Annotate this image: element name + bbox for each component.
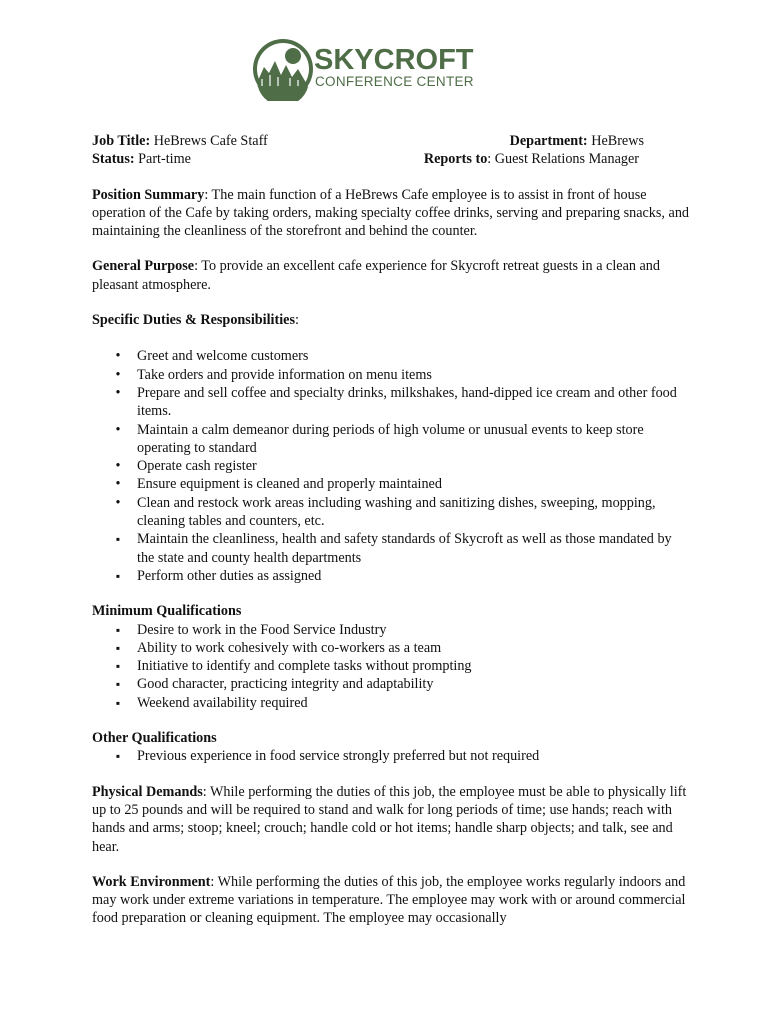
bullet-icon xyxy=(112,475,124,493)
list-item-text: Maintain a calm demeanor during periods of high volume or unusual events to keep store operating to standard xyxy=(137,421,644,456)
list-item xyxy=(92,366,692,384)
list-item-text: Perform other duties as assigned xyxy=(137,567,322,584)
list-item-text: Operate cash register xyxy=(137,458,257,475)
job-title xyxy=(92,132,268,150)
physical-demands-text: : While performing the duties of this job, the employee must be able to physically lift up to 25 pounds and will be required to stand and walk for long periods of time; use hands; reach with hands and arms; stoop; kneel; crouch; handle cold or hot items; handle sharp objects; and talk, see and hear. xyxy=(92,783,687,855)
list-item xyxy=(92,747,692,765)
duties-heading xyxy=(92,311,692,329)
list-item xyxy=(92,384,692,421)
physical-demands xyxy=(92,783,692,856)
list-item xyxy=(92,639,692,657)
bullet-icon xyxy=(112,347,124,365)
square-bullet-icon xyxy=(112,694,124,712)
square-bullet-icon xyxy=(112,621,124,639)
reports-to-value: : Guest Relations Manager xyxy=(487,151,639,168)
list-item xyxy=(92,347,692,365)
list-item xyxy=(92,421,692,458)
list-item xyxy=(92,621,692,639)
list-item-text: Greet and welcome customers xyxy=(137,348,309,365)
list-item xyxy=(92,475,692,493)
position-summary-text: : The main function of a HeBrews Cafe employee is to assist in front of house operation of the Cafe by taking orders, making specialty coffee drinks, serving and preparing snacks, and maintaining the cleanliness of the storefront and behind the counter. xyxy=(92,186,690,240)
list-item-text: Maintain the cleanliness, health and safety standards of Skycroft as well as those mandated by the state and county health departments xyxy=(137,531,672,566)
square-bullet-icon xyxy=(112,657,124,675)
list-item xyxy=(92,657,692,675)
list-item xyxy=(92,530,692,567)
minimum-qualifications-label: Minimum Qualifications xyxy=(92,603,242,620)
header-row-2 xyxy=(92,150,692,168)
work-environment-text: : While performing the duties of this job, the employee works regularly indoors and may work under extreme variations in temperature. The employee may work with or around commercial food preparation or cleaning equipment. The employee may occasionally xyxy=(92,873,686,927)
reports-to-label: Reports to xyxy=(423,151,488,168)
list-item-text: Prepare and sell coffee and specialty drinks, milkshakes, hand-dipped ice cream and other food items. xyxy=(137,384,677,420)
skycroft-logo xyxy=(250,37,480,101)
physical-demands-label: Physical Demands xyxy=(92,783,203,800)
square-bullet-icon xyxy=(112,747,124,765)
status-label: Status: xyxy=(92,151,135,168)
list-item-text: Good character, practicing integrity and adaptability xyxy=(137,676,434,693)
bullet-icon xyxy=(112,384,124,402)
square-bullet-icon xyxy=(112,639,124,657)
general-purpose-text: : To provide an excellent cafe experience for Skycroft retreat guests in a clean and pleasant atmosphere. xyxy=(92,258,660,293)
job-title-value: HeBrews Cafe Staff xyxy=(150,133,268,149)
position-summary xyxy=(92,186,692,241)
square-bullet-icon xyxy=(112,530,124,548)
logo-tagline: CONFERENCE CENTER xyxy=(315,74,474,89)
general-purpose-label: General Purpose xyxy=(92,258,195,275)
list-item xyxy=(92,457,692,475)
list-item xyxy=(92,494,692,531)
list-item-text: Desire to work in the Food Service Industry xyxy=(137,621,387,638)
reports-to xyxy=(424,150,639,168)
department xyxy=(510,132,644,150)
position-summary-label: Position Summary xyxy=(92,186,205,203)
header-row-1 xyxy=(92,132,692,150)
duties-heading-label: Specific Duties & Responsibilities xyxy=(92,312,295,329)
logo-name: SKYCROFT xyxy=(314,44,474,76)
square-bullet-icon xyxy=(112,675,124,693)
minimum-qualifications-list xyxy=(92,621,692,712)
list-item-text: Initiative to identify and complete tasks without prompting xyxy=(137,658,472,675)
duties-heading-suffix: : xyxy=(294,312,299,329)
bullet-icon xyxy=(112,457,124,475)
work-environment xyxy=(92,873,692,928)
list-item-text: Previous experience in food service strongly preferred but not required xyxy=(137,748,540,765)
list-item-text: Ability to work cohesively with co-workers as a team xyxy=(137,639,442,656)
bullet-icon xyxy=(112,421,124,439)
list-item xyxy=(92,675,692,693)
list-item xyxy=(92,567,692,585)
department-label: Department: xyxy=(509,133,588,149)
other-qualifications-heading xyxy=(92,729,692,747)
bullet-icon xyxy=(112,366,124,384)
skycroft-logo-mark xyxy=(250,37,480,101)
square-bullet-icon xyxy=(112,567,124,585)
bullet-icon xyxy=(112,494,124,512)
duties-list xyxy=(92,347,692,585)
list-item-text: Take orders and provide information on menu items xyxy=(137,366,432,383)
job-title-label: Job Title: xyxy=(92,133,151,149)
status-value: Part-time xyxy=(134,151,191,168)
other-qualifications-list xyxy=(92,747,692,765)
status xyxy=(92,150,191,168)
work-environment-label: Work Environment xyxy=(92,873,211,890)
minimum-qualifications-heading xyxy=(92,602,692,620)
other-qualifications-label: Other Qualifications xyxy=(92,730,217,747)
department-value: HeBrews xyxy=(587,133,644,149)
list-item-text: Ensure equipment is cleaned and properly maintained xyxy=(137,476,442,493)
general-purpose xyxy=(92,257,692,294)
job-description xyxy=(92,132,692,928)
list-item xyxy=(92,694,692,712)
list-item-text: Weekend availability required xyxy=(137,694,308,711)
list-item-text: Clean and restock work areas including washing and sanitizing dishes, sweeping, mopping, cleaning tables and counters, etc. xyxy=(137,494,656,530)
